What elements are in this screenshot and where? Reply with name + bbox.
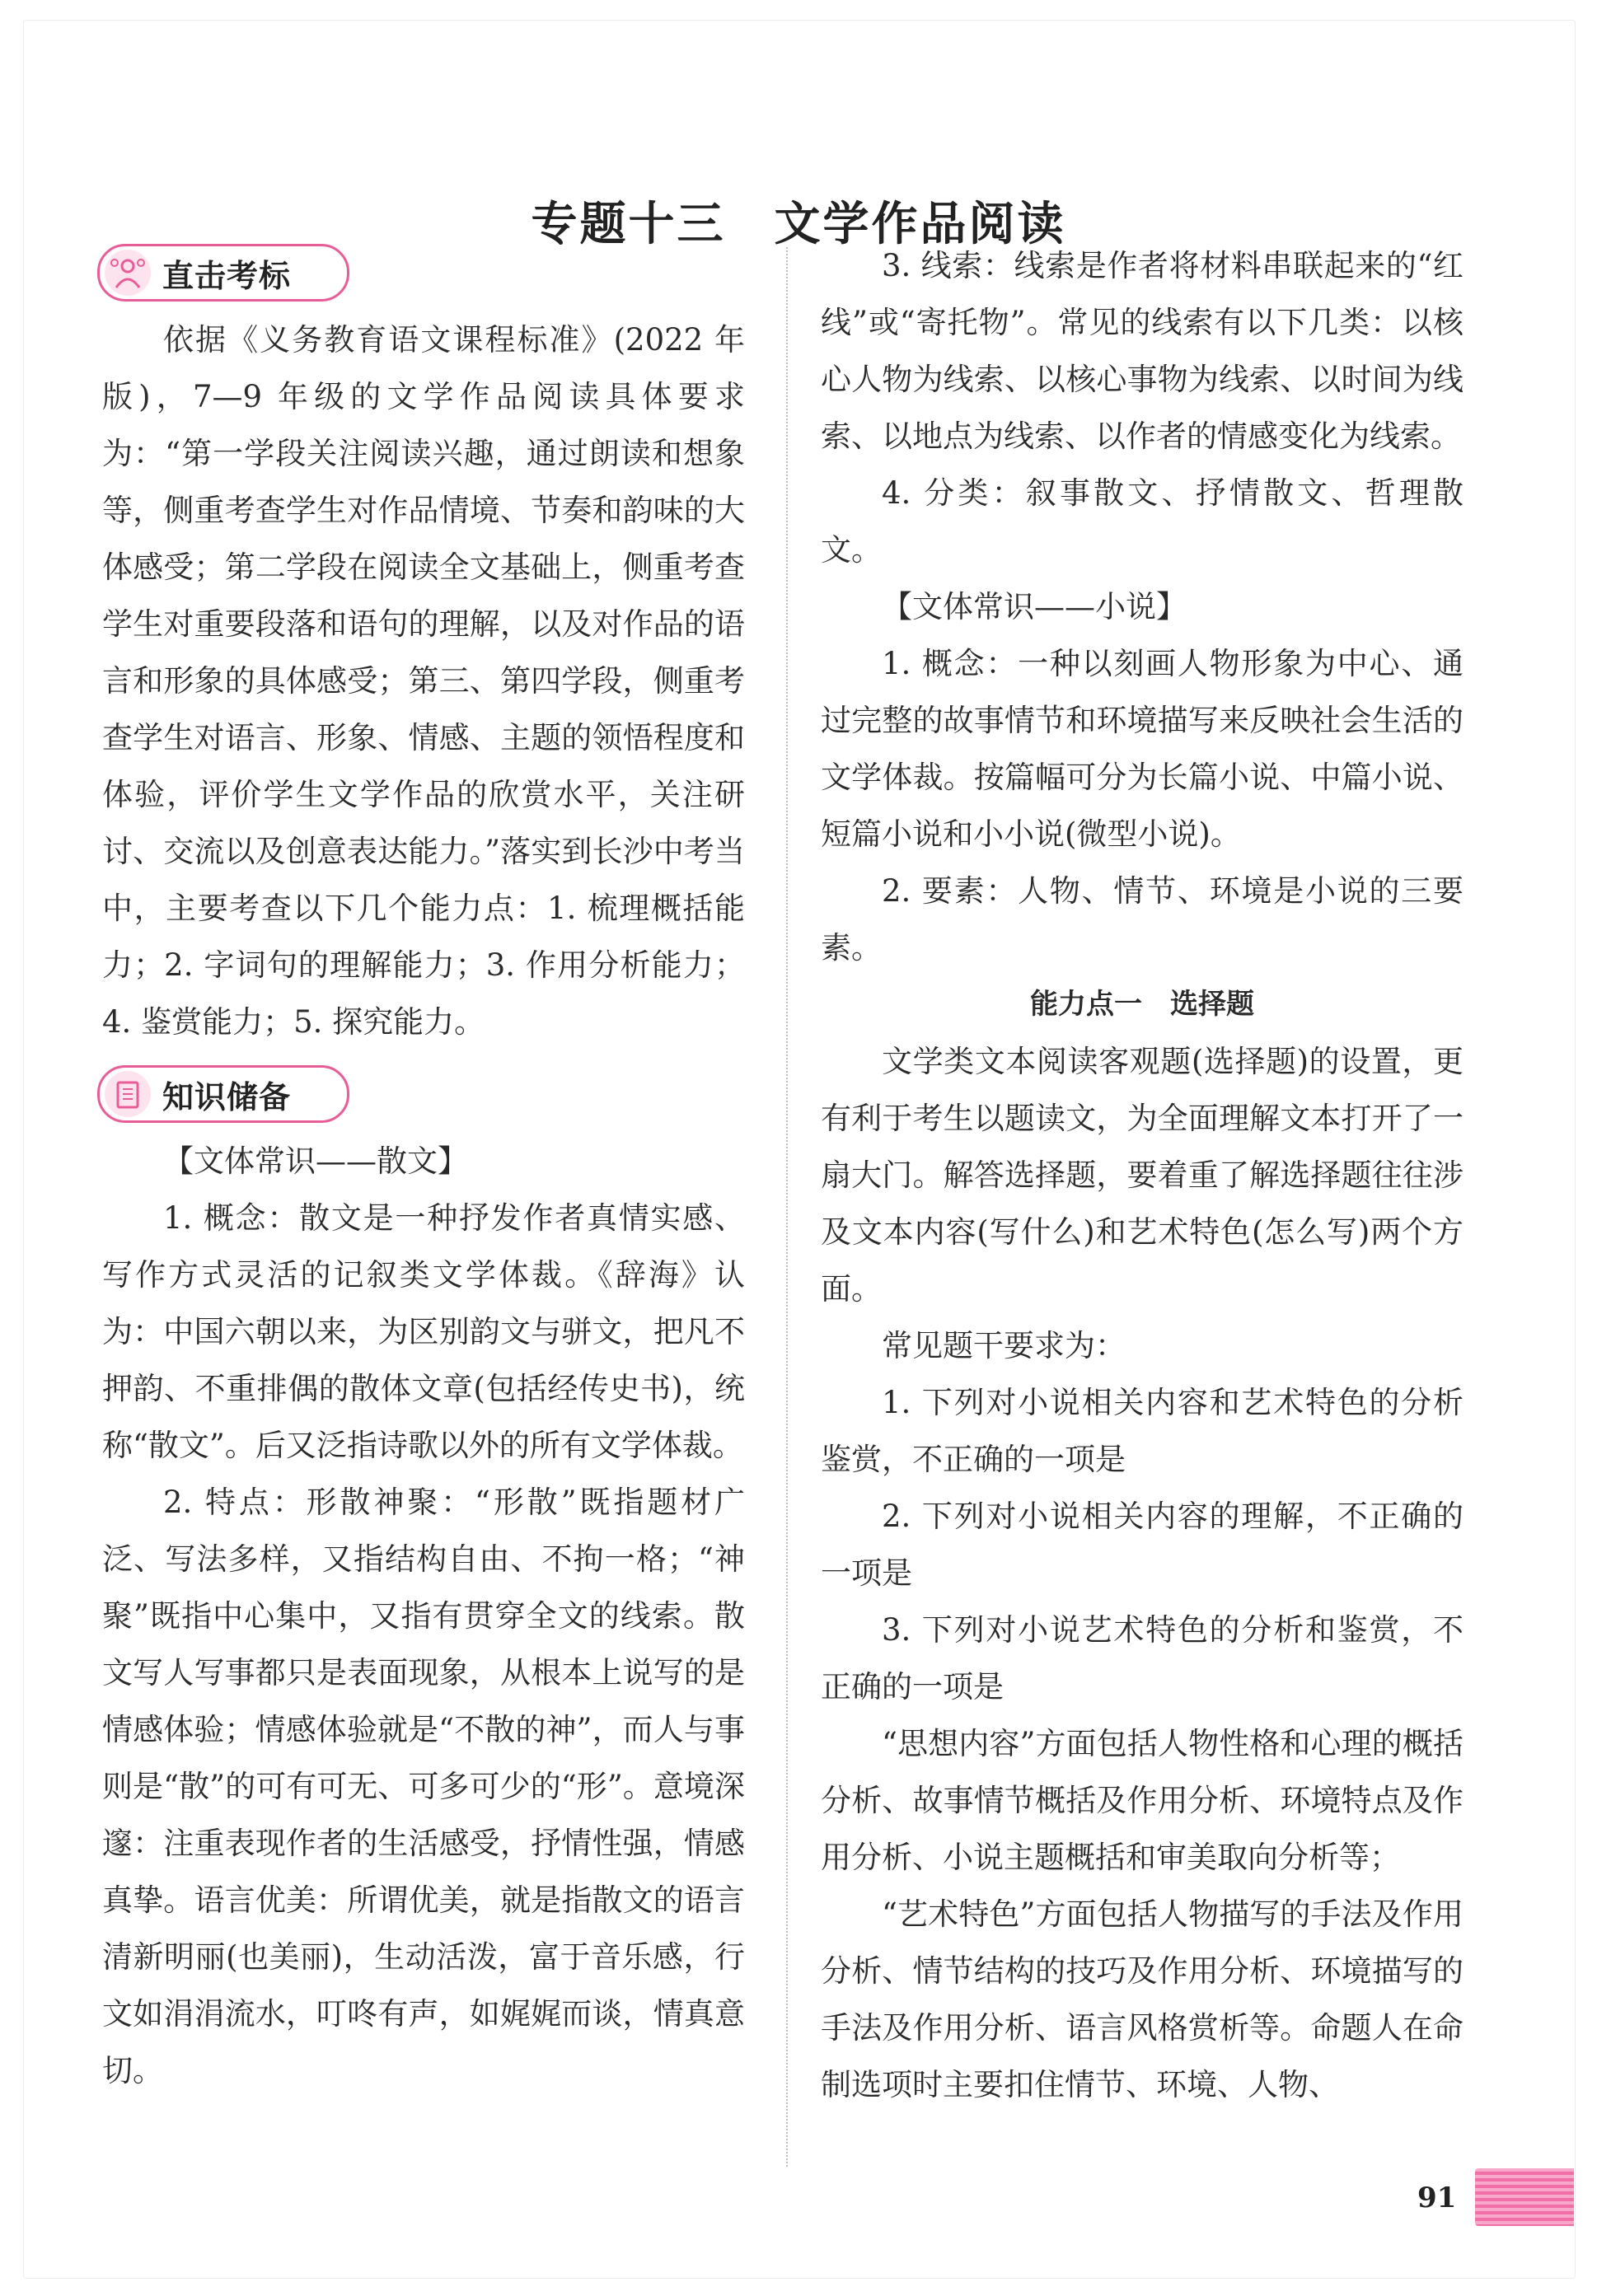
section-heading-prose: 【文体常识——散文】 xyxy=(163,1143,468,1179)
person-target-icon xyxy=(105,250,151,296)
page-corner-band xyxy=(1475,2168,1574,2226)
stem-item-2: 2. 下列对小说相关内容的理解，不正确的一项是 xyxy=(821,1499,1464,1591)
stem-item-3: 3. 下列对小说艺术特色的分析和鉴赏，不正确的一项是 xyxy=(821,1612,1464,1704)
content-aspect-paragraph: “思想内容”方面包括人物性格和心理的概括分析、故事情节概括及作用分析、环境特点及作用分析、小说主题概括和审美取向分析等； xyxy=(821,1726,1464,1875)
right-column xyxy=(821,237,1464,2113)
section-badge-knowledge xyxy=(97,1065,349,1123)
page-number: 91 xyxy=(1417,2181,1457,2214)
section-heading-novel: 【文体常识——小说】 xyxy=(882,589,1187,624)
book-icon xyxy=(105,1071,151,1117)
novel-elements-paragraph: 2. 要素：人物、情节、环境是小说的三要素。 xyxy=(821,873,1464,966)
prose-types-paragraph: 4. 分类：叙事散文、抒情散文、哲理散文。 xyxy=(821,475,1464,568)
section-badge-label: 知识储备 xyxy=(162,1078,292,1115)
left-column xyxy=(102,237,745,2099)
ability-point-heading: 能力点一 选择题 xyxy=(1030,988,1254,1021)
section-badge-exam-standard xyxy=(97,244,349,302)
prose-features-paragraph: 2. 特点：形散神聚：“形散”既指题材广泛、写法多样，又指结构自由、不拘一格；“神聚”既指中心集中，又指有贯穿全文的线索。散文写人写事都只是表面现象，从根本上说写的是情感体验；情感体验就是“不散的神”，而人与事则是“散”的可有可无、可多可少的“形”。意境深邃：注重表现作者的生活感受，抒情性强，情感真挚。语言优美：所谓优美，就是指散文的语言清新明丽(也美丽)，生动活泼，富于音乐感，行文如涓涓流水，叮咚有声，如娓娓而谈，情真意切。 xyxy=(102,1485,745,2088)
page-title: 专题十三 文学作品阅读 xyxy=(531,197,1066,251)
stem-item-1: 1. 下列对小说相关内容和艺术特色的分析鉴赏，不正确的一项是 xyxy=(821,1385,1464,1477)
section-badge-label: 直击考标 xyxy=(162,257,292,294)
prose-concept-paragraph: 1. 概念：散文是一种抒发作者真情实感、写作方式灵活的记叙类文学体裁。《辞海》认为：中国六朝以来，为区别韵文与骈文，把凡不押韵、不重排偶的散体文章(包括经传史书)，统称“散文”。后又泛指诗歌以外的所有文学体裁。 xyxy=(102,1200,745,1463)
art-aspect-paragraph: “艺术特色”方面包括人物描写的手法及作用分析、情节结构的技巧及作用分析、环境描写的手法及作用分析、语言风格赏析等。命题人在命制选项时主要扣住情节、环境、人物、 xyxy=(821,1896,1464,2102)
column-divider xyxy=(786,247,788,2167)
common-stem-label: 常见题干要求为： xyxy=(882,1328,1126,1363)
choice-question-intro: 文学类文本阅读客观题(选择题)的设置，更有利于考生以题读文，为全面理解文本打开了一扇大门。解答选择题，要着重了解选择题往往涉及文本内容(写什么)和艺术特色(怎么写)两个方面。 xyxy=(821,1044,1464,1307)
prose-clue-paragraph: 3. 线索：线索是作者将材料串联起来的“红线”或“寄托物”。常见的线索有以下几类：以核心人物为线索、以核心事物为线索、以时间为线索、以地点为线索、以作者的情感变化为线索。 xyxy=(821,248,1464,454)
novel-concept-paragraph: 1. 概念：一种以刻画人物形象为中心、通过完整的故事情节和环境描写来反映社会生活的文学体裁。按篇幅可分为长篇小说、中篇小说、短篇小说和小小说(微型小说)。 xyxy=(821,646,1464,852)
exam-standard-paragraph: 依据《义务教育语文课程标准》(2022 年版)，7—9 年级的文学作品阅读具体要求为：“第一学段关注阅读兴趣，通过朗读和想象等，侧重考查学生对作品情境、节奏和韵味的大体感受；第二学段在阅读全文基础上，侧重考查学生对重要段落和语句的理解，以及对作品的语言和形象的具体感受；第三、第四学段，侧重考查学生对语言、形象、情感、主题的领悟程度和体验，评价学生文学作品的欣赏水平，关注研讨、交流以及创意表达能力。”落实到长沙中考当中，主要考查以下几个能力点：1. 梳理概括能力；2. 字词句的理解能力；3. 作用分析能力；4. 鉴赏能力；5. 探究能力。 xyxy=(102,322,745,1040)
